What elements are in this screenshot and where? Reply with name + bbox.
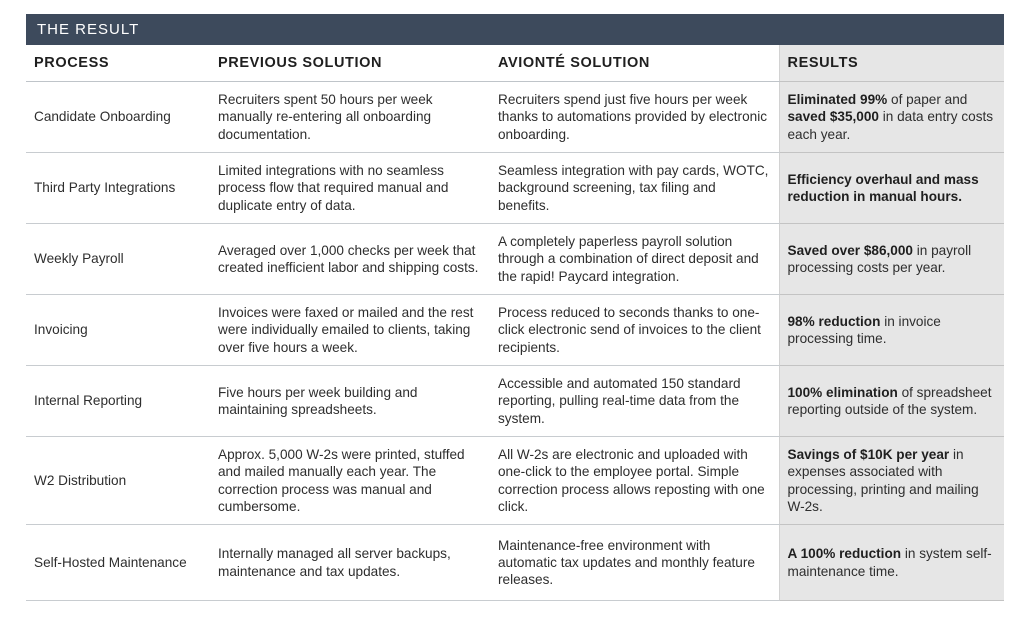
previous-solution-cell: Five hours per week building and maintaining spreadsheets. bbox=[210, 366, 490, 437]
process-cell: Third Party Integrations bbox=[26, 153, 210, 224]
results-cell bbox=[779, 437, 1004, 525]
results-highlight: 100% elimination bbox=[787, 384, 898, 400]
process-cell: W2 Distribution bbox=[26, 437, 210, 525]
results-cell bbox=[779, 82, 1004, 153]
previous-solution-cell: Invoices were faxed or mailed and the rest were individually emailed to clients, taking over five hours a week. bbox=[210, 295, 490, 366]
results-cell bbox=[779, 224, 1004, 295]
results-text: in system self-maintenance time. bbox=[787, 546, 992, 579]
header-process: PROCESS bbox=[26, 45, 210, 82]
results-text: in expenses associated with processing, printing and mailing W-2s. bbox=[787, 446, 979, 514]
previous-solution-cell: Averaged over 1,000 checks per week that created inefficient labor and shipping costs. bbox=[210, 224, 490, 295]
results-highlight: Efficiency overhaul and mass reduction in manual hours. bbox=[787, 171, 979, 204]
results-cell bbox=[779, 153, 1004, 224]
previous-solution-cell: Approx. 5,000 W-2s were printed, stuffed and mailed manually each year. The correction process was manual and cumbersome. bbox=[210, 437, 490, 525]
avionte-solution-cell: Seamless integration with pay cards, WOTC, background screening, tax filing and benefits. bbox=[490, 153, 779, 224]
results-text: in invoice processing time. bbox=[787, 313, 941, 346]
results-cell bbox=[779, 366, 1004, 437]
results-highlight: Saved over $86,000 bbox=[787, 242, 913, 258]
previous-solution-cell: Limited integrations with no seamless process flow that required manual and duplicate entry of data. bbox=[210, 153, 490, 224]
results-text: of spreadsheet reporting outside of the system. bbox=[787, 384, 992, 417]
header-previous-solution: PREVIOUS SOLUTION bbox=[210, 45, 490, 82]
table-row bbox=[26, 82, 1004, 153]
comparison-table bbox=[26, 45, 1004, 601]
avionte-solution-cell: Process reduced to seconds thanks to one-click electronic send of invoices to the client recipients. bbox=[490, 295, 779, 366]
previous-solution-cell: Recruiters spent 50 hours per week manually re-entering all onboarding documentation. bbox=[210, 82, 490, 153]
results-highlight: Savings of $10K per year bbox=[787, 446, 950, 462]
table-header-row bbox=[26, 45, 1004, 82]
table-row bbox=[26, 153, 1004, 224]
results-cell bbox=[779, 525, 1004, 601]
avionte-solution-cell: Accessible and automated 150 standard reporting, pulling real-time data from the system. bbox=[490, 366, 779, 437]
table-row bbox=[26, 366, 1004, 437]
results-text: of paper and bbox=[887, 92, 968, 108]
process-cell: Candidate Onboarding bbox=[26, 82, 210, 153]
avionte-solution-cell: Recruiters spend just five hours per week thanks to automations provided by electronic onboarding. bbox=[490, 82, 779, 153]
results-highlight: A 100% reduction bbox=[787, 546, 902, 562]
results-highlight: Eliminated 99% bbox=[787, 92, 888, 108]
avionte-solution-cell: All W-2s are electronic and uploaded with one-click to the employee portal. Simple correction process allows reposting with one click. bbox=[490, 437, 779, 525]
table-row bbox=[26, 525, 1004, 601]
results-highlight: saved $35,000 bbox=[787, 109, 879, 125]
process-cell: Internal Reporting bbox=[26, 366, 210, 437]
avionte-solution-cell: A completely paperless payroll solution through a combination of direct deposit and the rapid! Paycard integration. bbox=[490, 224, 779, 295]
results-cell bbox=[779, 295, 1004, 366]
process-cell: Self-Hosted Maintenance bbox=[26, 525, 210, 601]
results-text: in data entry costs each year. bbox=[787, 109, 994, 142]
results-highlight: 98% reduction bbox=[787, 313, 881, 329]
process-cell: Invoicing bbox=[26, 295, 210, 366]
header-avionte-solution: AVIONTÉ SOLUTION bbox=[490, 45, 779, 82]
table-row bbox=[26, 224, 1004, 295]
result-table-container bbox=[26, 14, 1004, 601]
table-row bbox=[26, 295, 1004, 366]
header-results: RESULTS bbox=[779, 45, 1004, 82]
process-cell: Weekly Payroll bbox=[26, 224, 210, 295]
avionte-solution-cell: Maintenance-free environment with automatic tax updates and monthly feature releases. bbox=[490, 525, 779, 601]
section-title: THE RESULT bbox=[26, 14, 1004, 45]
results-text: in payroll processing costs per year. bbox=[787, 242, 972, 275]
table-row bbox=[26, 437, 1004, 525]
previous-solution-cell: Internally managed all server backups, maintenance and tax updates. bbox=[210, 525, 490, 601]
